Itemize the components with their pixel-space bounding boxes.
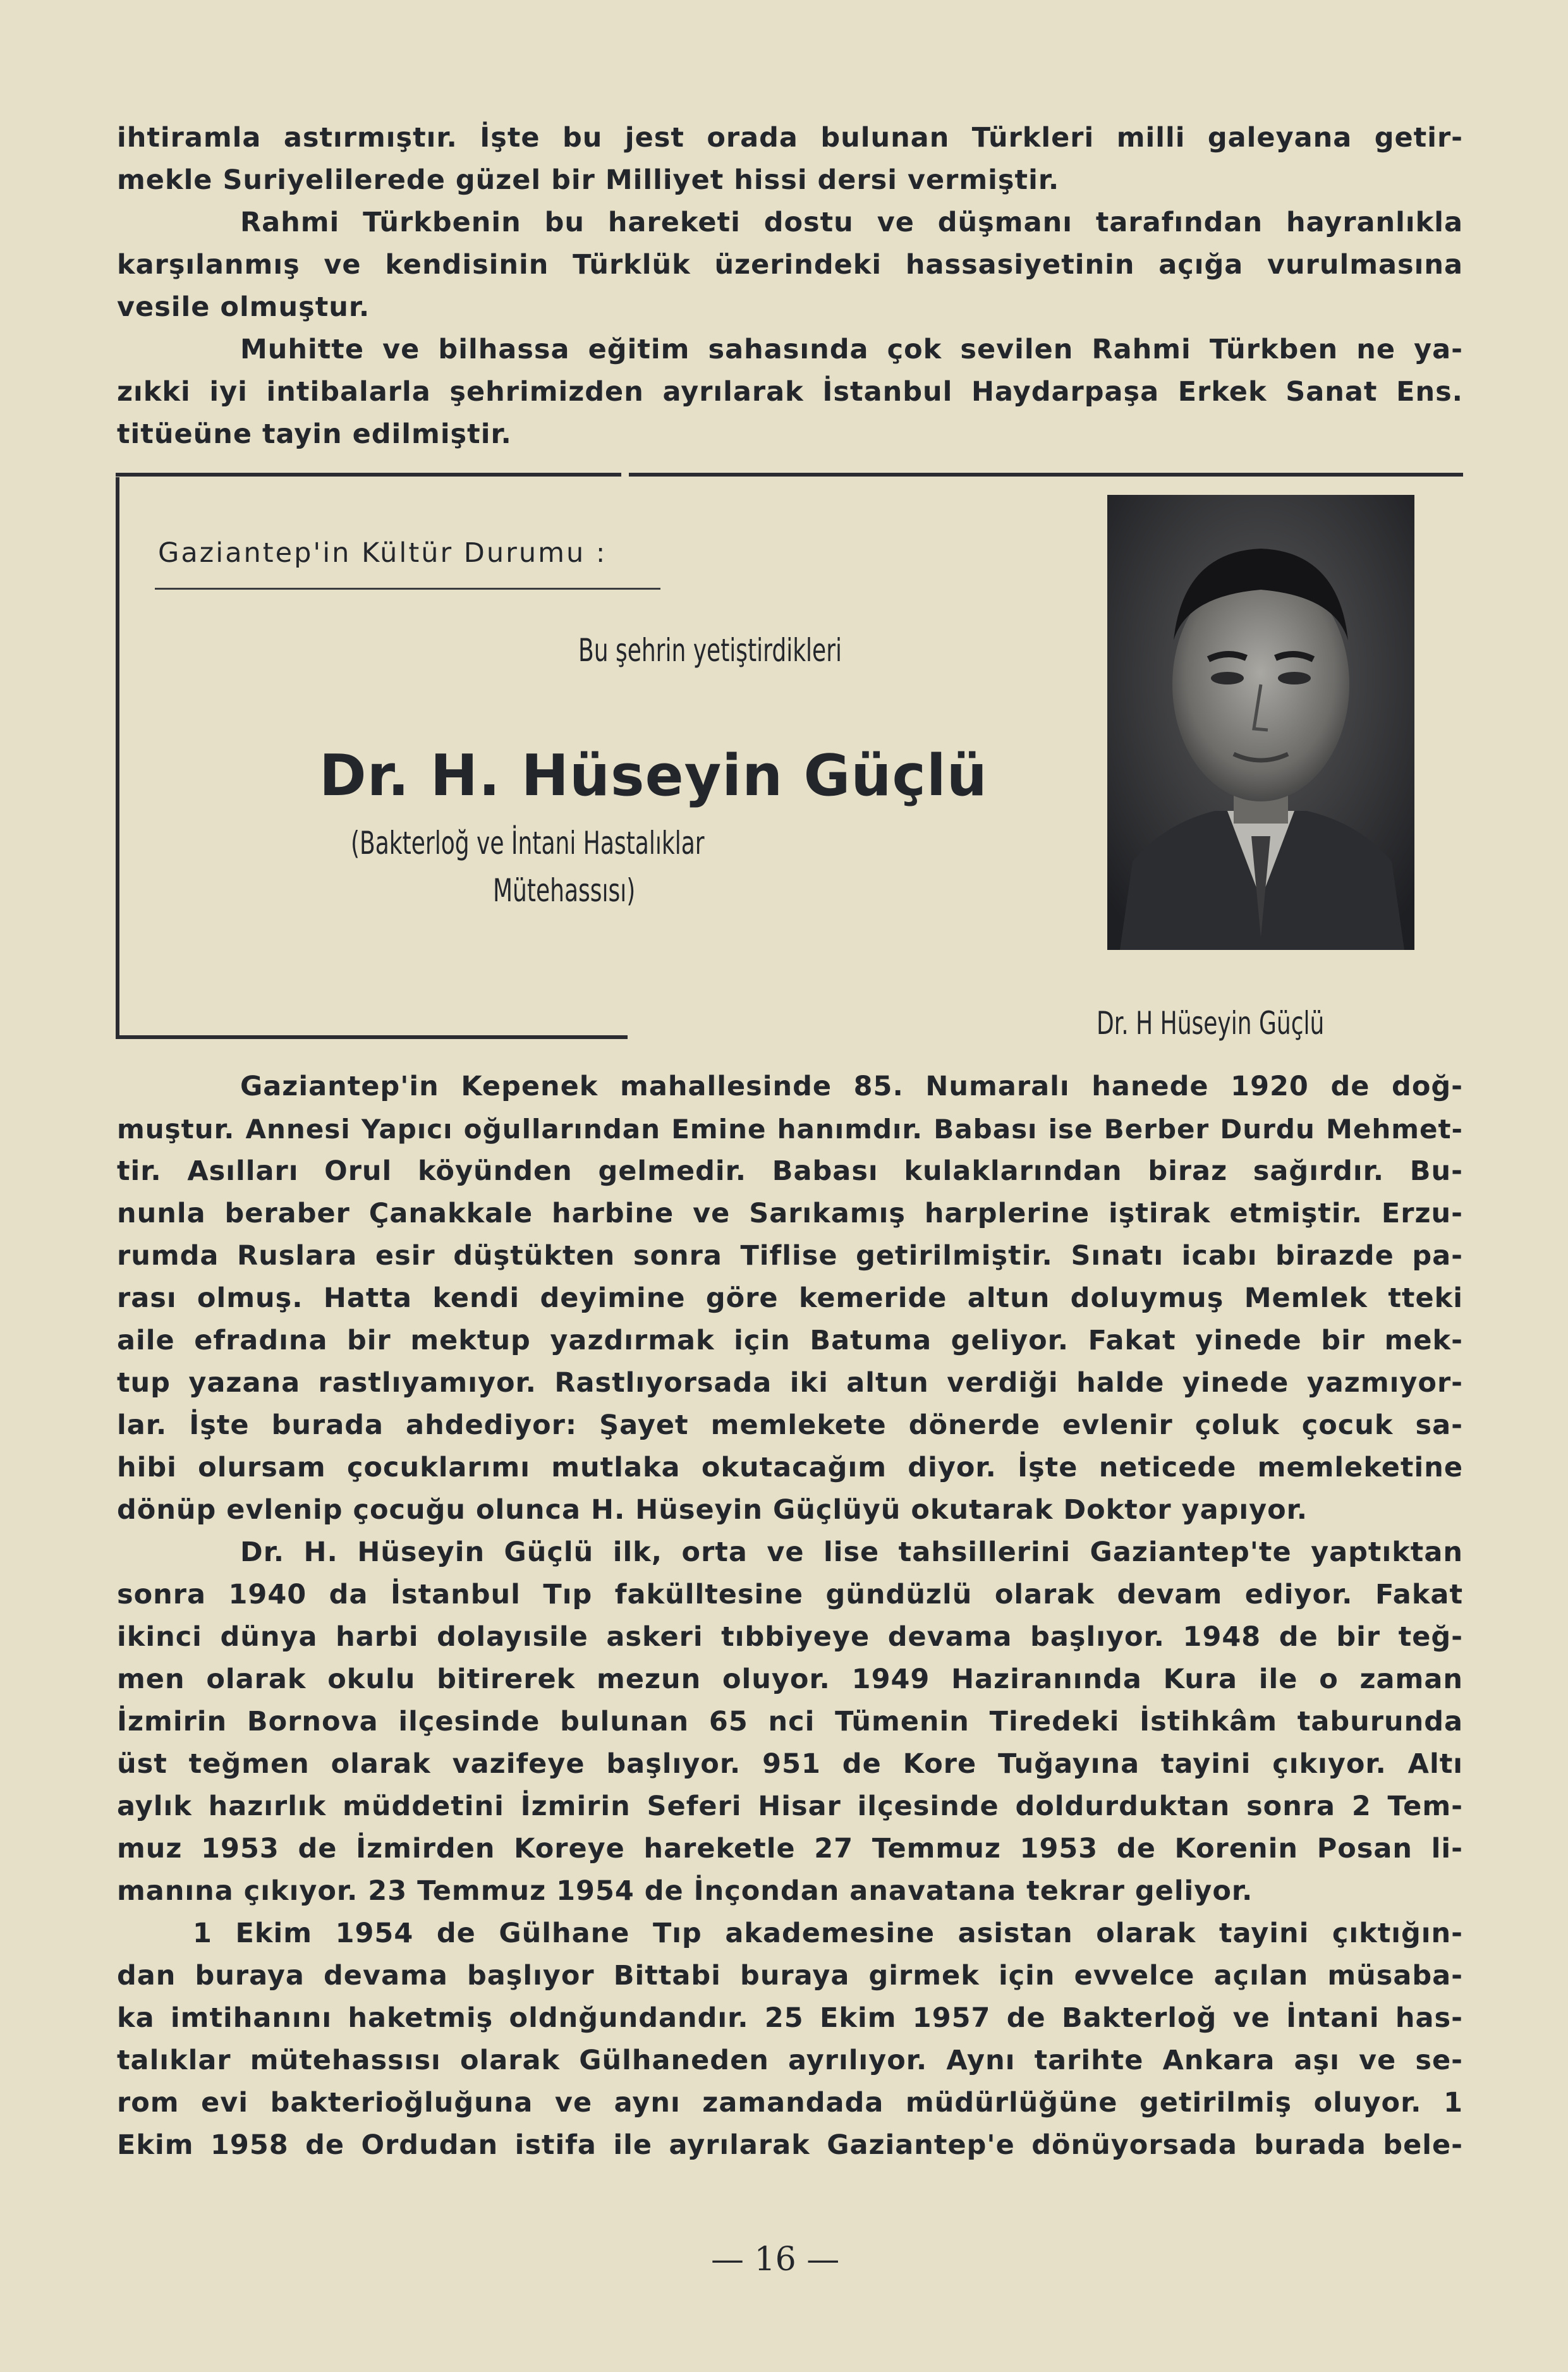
intro-paragraph-1 — [117, 117, 1463, 202]
box-bottom-rule — [116, 1035, 628, 1039]
text-line: talıklar mütehassısı olarak Gülhaneden ayrılıyor. Aynı tarihte Ankara aşı ve se- — [117, 2045, 1463, 2076]
text-line: mekle Suriyelilerede güzel bir Milliyet hissi dersi vermiştir. — [117, 164, 1060, 196]
text-line: vesile olmuştur. — [117, 291, 370, 323]
text-line: ihtiramla astırmıştır. İşte bu jest orada bulunan Türkleri milli galeyana getir- — [117, 122, 1463, 154]
photo-caption: Dr. H Hüseyin Güçlü — [1097, 1005, 1325, 1042]
text-line: ka imtihanını haketmiş oldnğundandır. 25 Ekim 1957 de Bakterloğ ve İntani has- — [117, 2002, 1463, 2034]
box-specialty-cont: Mütehassısı) — [493, 872, 636, 909]
text-line: Dr. H. Hüseyin Güçlü ilk, orta ve lise tahsillerini Gaziantep'te yaptıktan — [240, 1536, 1463, 1568]
box-person-name: Dr. H. Hüseyin Güçlü — [319, 743, 988, 809]
text-line: Rahmi Türkbenin bu hareketi dostu ve düşmanı tarafından hayranlıkla — [240, 207, 1463, 238]
text-line: Gaziantep'in Kepenek mahallesinde 85. Numaralı hanede 1920 de doğ- — [240, 1071, 1463, 1102]
page-number: — 16 — — [711, 2241, 840, 2278]
text-line: karşılanmış ve kendisinin Türklük üzerindeki hassasiyetinin açığa vurulmasına — [117, 249, 1463, 281]
portrait-photo — [1107, 495, 1414, 950]
box-frame-left — [116, 477, 119, 1037]
text-line: sonra 1940 da İstanbul Tıp fakülltesine gündüzlü olarak devam ediyor. Fakat — [117, 1579, 1463, 1610]
text-line: rası olmuş. Hatta kendi deyimine göre kemeride altun doluymuş Memlek tteki — [117, 1282, 1463, 1314]
intro-paragraph-3 — [117, 329, 1463, 456]
intro-paragraph-2 — [117, 202, 1463, 329]
bio-paragraph-3 — [117, 1913, 1463, 2167]
bio-paragraph-2 — [117, 1531, 1463, 1913]
text-line: manına çıkıyor. 23 Temmuz 1954 de İnçondan anavatana tekrar geliyor. — [117, 1875, 1253, 1907]
text-line: üst teğmen olarak vazifeye başlıyor. 951 de Kore Tuğayına tayini çıkıyor. Altı — [117, 1748, 1463, 1780]
text-line: tir. Asılları Orul köyünden gelmedir. Babası kulaklarından biraz sağırdır. Bu- — [117, 1155, 1463, 1187]
separator-rule-left — [116, 473, 621, 477]
text-line: muştur. Annesi Yapıcı oğullarından Emine hanımdır. Babası ise Berber Durdu Mehmet- — [117, 1114, 1463, 1145]
box-title: Gaziantep'in Kültür Durumu : — [158, 537, 607, 569]
text-line: aile efradına bir mektup yazdırmak için Batuma geliyor. Fakat yinede bir mek- — [117, 1325, 1463, 1356]
text-line: dönüp evlenip çocuğu olunca H. Hüseyin Güçlüyü okutarak Doktor yapıyor. — [117, 1494, 1308, 1526]
box-specialty: (Bakterloğ ve İntani Hastalıklar — [351, 825, 705, 861]
text-line: İzmirin Bornova ilçesinde bulunan 65 nci Tümenin Tiredeki İstihkâm taburunda — [117, 1706, 1463, 1737]
text-line: hibi olursam çocuklarımı mutlaka okutacağım diyor. İşte neticede memleketine — [117, 1452, 1463, 1483]
text-line: tup yazana rastlıyamıyor. Rastlıyorsada iki altun verdiği halde yinede yazmıyor- — [117, 1367, 1463, 1399]
portrait-icon — [1107, 495, 1414, 950]
text-line: rom evi bakterioğluğuna ve aynı zamandada müdürlüğüne getirilmiş oluyor. 1 — [117, 2087, 1463, 2119]
text-line: muz 1953 de İzmirden Koreye hareketle 27 Temmuz 1953 de Korenin Posan li- — [117, 1833, 1463, 1864]
text-line: Muhitte ve bilhassa eğitim sahasında çok sevilen Rahmi Türkben ne ya- — [240, 334, 1463, 365]
text-line: titüeüne tayin edilmiştir. — [117, 418, 512, 450]
text-line: ikinci dünya harbi dolayısile askeri tıbbiyeye devama başlıyor. 1948 de bir teğ- — [117, 1621, 1463, 1653]
box-subtitle: Bu şehrin yetiştirdikleri — [578, 632, 842, 669]
text-line: 1 Ekim 1954 de Gülhane Tıp akademesine asistan olarak tayini çıktığın- — [193, 1918, 1463, 1949]
text-line: nunla beraber Çanakkale harbine ve Sarıkamış harplerine iştirak etmiştir. Erzu- — [117, 1198, 1463, 1229]
box-title-underline — [155, 588, 660, 590]
text-line: lar. İşte burada ahdediyor: Şayet memlekete dönerde evlenir çoluk çocuk sa- — [117, 1409, 1463, 1441]
text-line: aylık hazırlık müddetini İzmirin Seferi Hisar ilçesinde doldurduktan sonra 2 Tem- — [117, 1791, 1463, 1822]
text-line: zıkki iyi intibalarla şehrimizden ayrılarak İstanbul Haydarpaşa Erkek Sanat Ens. — [117, 376, 1463, 408]
separator-rule-right — [629, 473, 1463, 477]
bio-paragraph-1 — [117, 1066, 1463, 1531]
text-line: rumda Ruslara esir düştükten sonra Tiflise getirilmiştir. Sınatı icabı birazde pa- — [117, 1240, 1463, 1272]
text-line: men olarak okulu bitirerek mezun oluyor. 1949 Haziranında Kura ile o zaman — [117, 1663, 1463, 1695]
text-line: Ekim 1958 de Ordudan istifa ile ayrılarak Gaziantep'e dönüyorsada burada bele- — [117, 2129, 1463, 2161]
text-line: dan buraya devama başlıyor Bittabi buraya girmek için evvelce açılan müsaba- — [117, 1960, 1463, 1992]
